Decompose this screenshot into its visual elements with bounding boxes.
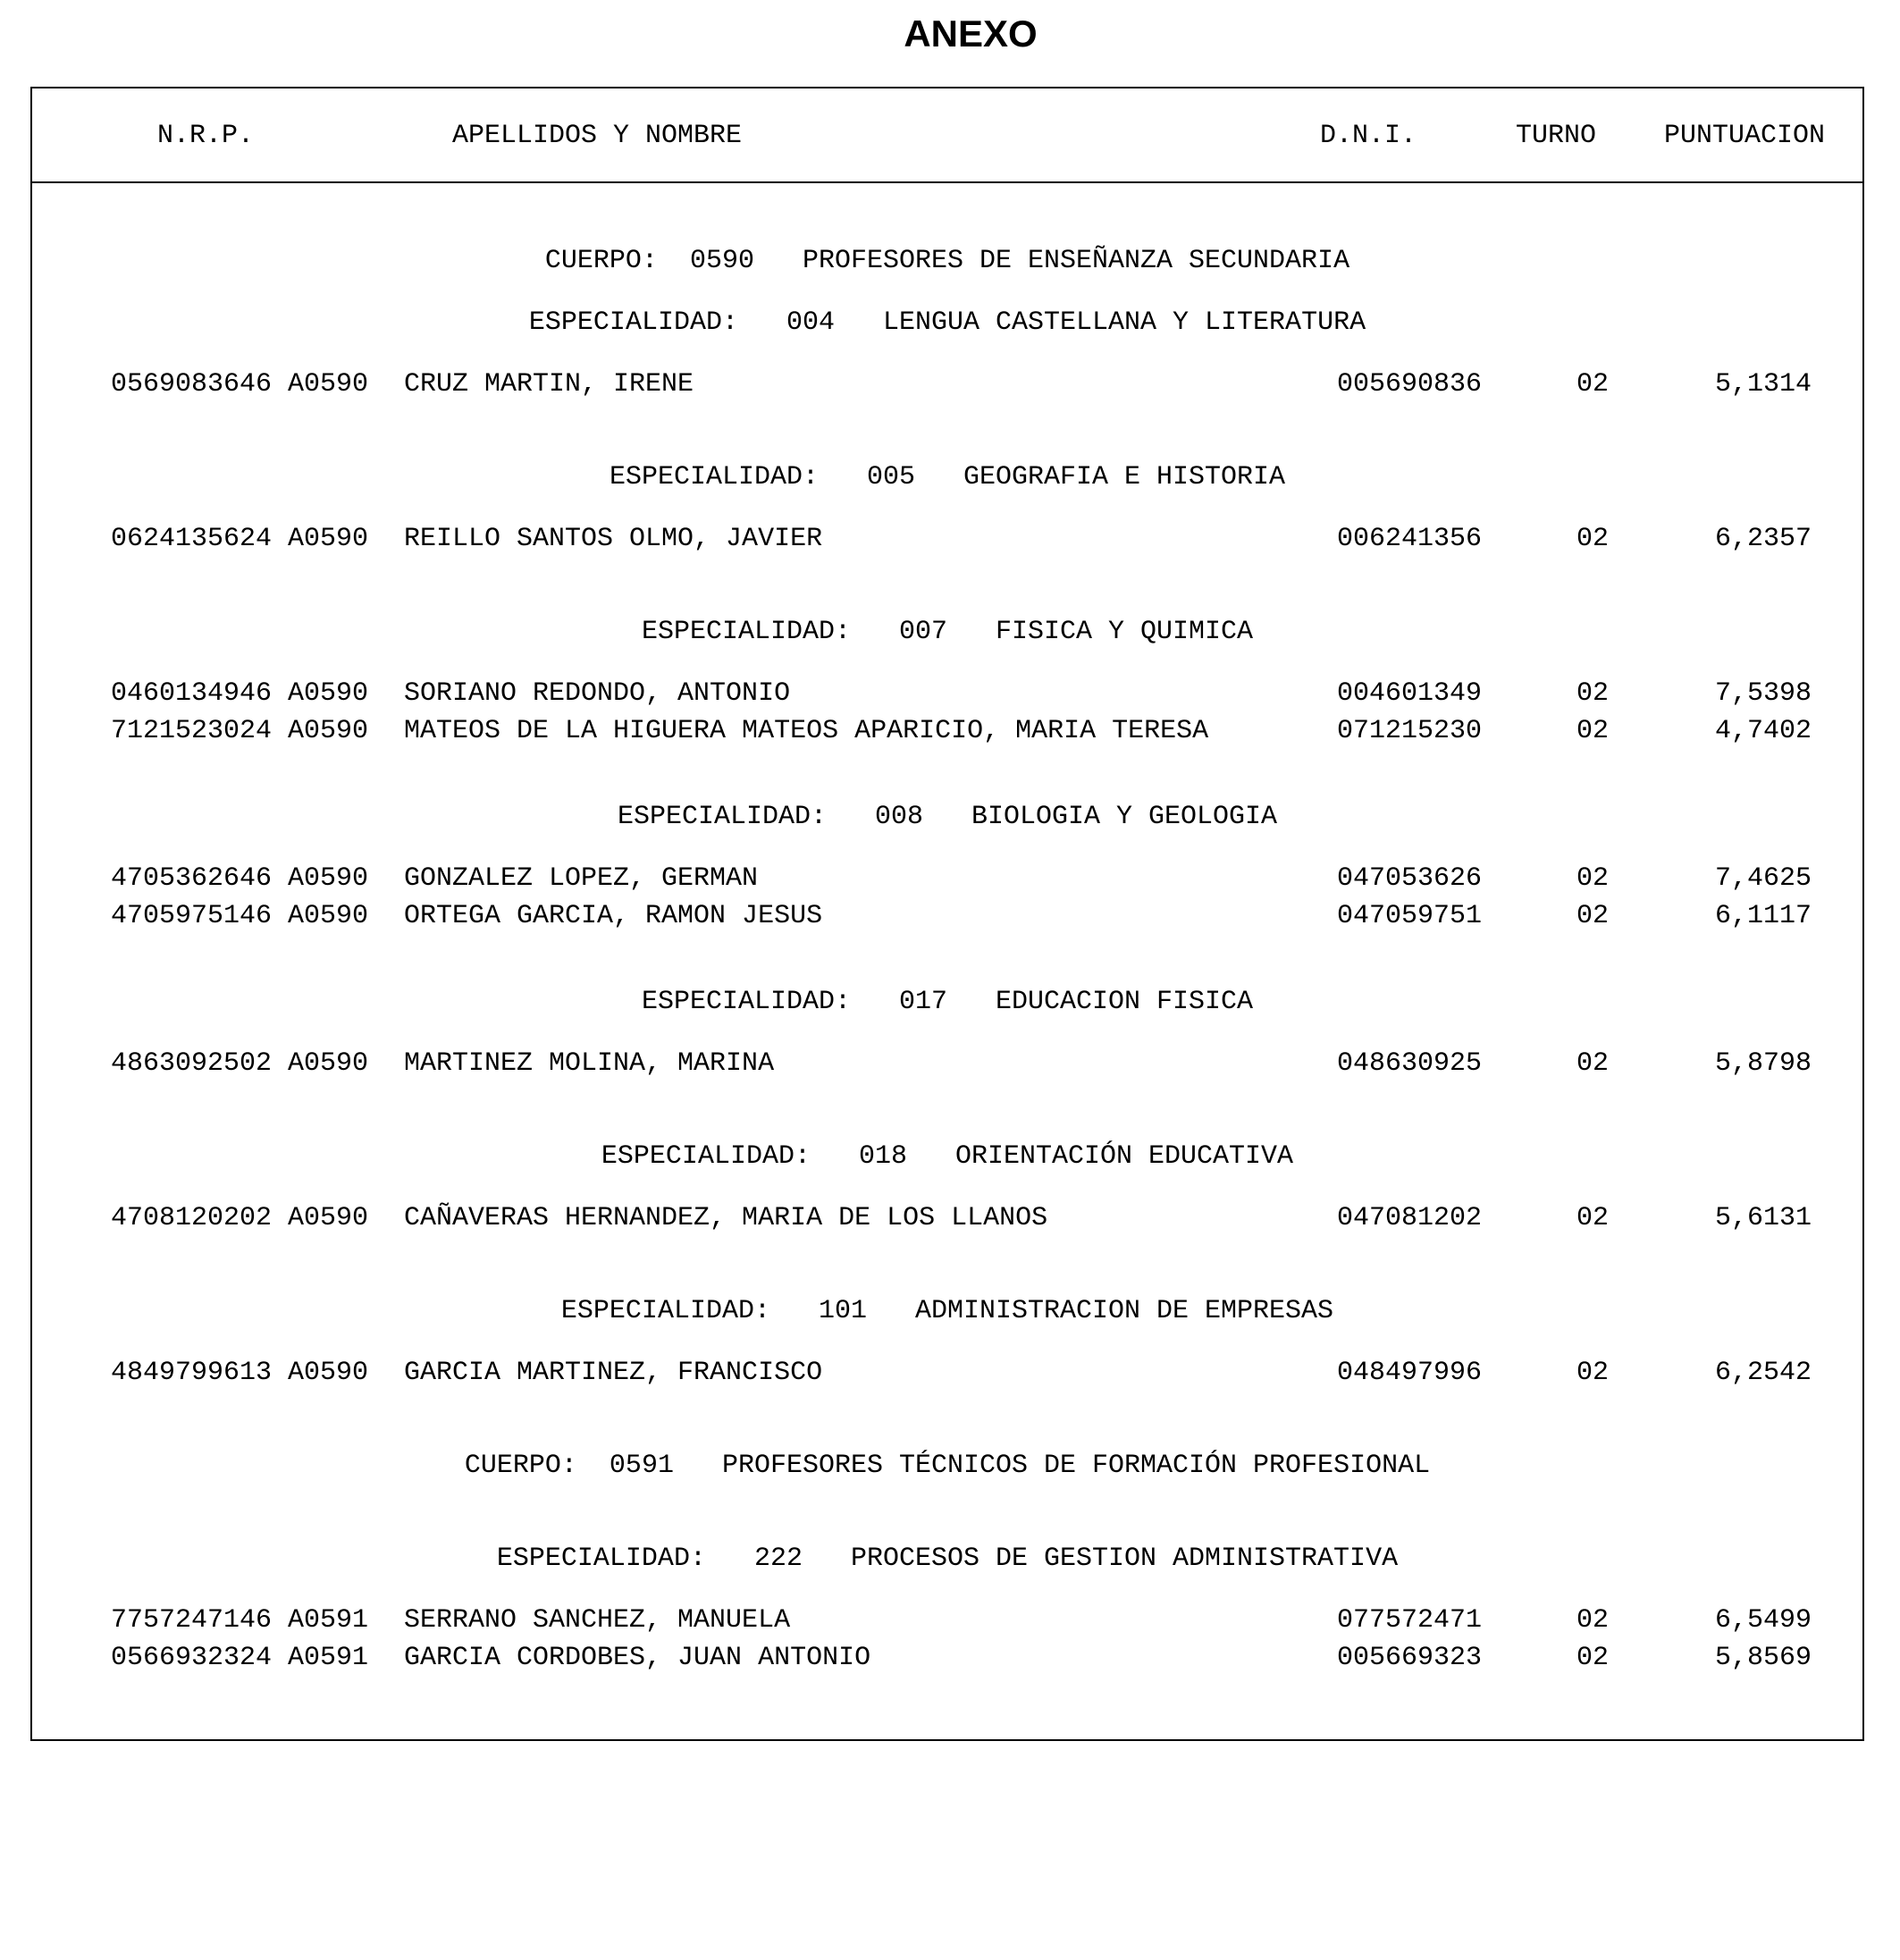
column-header-nrp: N.R.P. [157, 121, 255, 151]
table-header [32, 88, 1862, 183]
cell-nrp: 4708120202 A0590 [111, 1203, 369, 1233]
cell-dni: 004601349 [1337, 678, 1483, 709]
cell-name: SORIANO REDONDO, ANTONIO [404, 678, 791, 709]
cell-name: ORTEGA GARCIA, RAMON JESUS [404, 901, 823, 931]
cell-turno: 02 [1576, 1643, 1610, 1673]
especialidad-label: ESPECIALIDAD: 222 PROCESOS DE GESTION ADMINISTRATIVA [496, 1544, 1399, 1574]
column-header-turno: TURNO [1516, 121, 1597, 151]
cell-turno: 02 [1576, 863, 1610, 894]
especialidad-heading [32, 801, 1862, 833]
cell-dni: 077572471 [1337, 1605, 1483, 1636]
especialidad-heading [32, 307, 1862, 339]
cell-dni: 005690836 [1337, 369, 1483, 400]
cell-nrp: 4863092502 A0590 [111, 1048, 369, 1079]
cell-name: MATEOS DE LA HIGUERA MATEOS APARICIO, MARIA TERESA [404, 716, 1209, 746]
especialidad-label: ESPECIALIDAD: 004 LENGUA CASTELLANA Y LITERATURA [528, 307, 1366, 338]
cell-dni: 047059751 [1337, 901, 1483, 931]
cell-dni: 048630925 [1337, 1048, 1483, 1079]
cell-turno: 02 [1576, 369, 1610, 400]
annex-table [30, 87, 1864, 1741]
especialidad-heading [32, 461, 1862, 493]
table-row [32, 900, 1862, 932]
cell-name: CAÑAVERAS HERNANDEZ, MARIA DE LOS LLANOS [404, 1203, 1048, 1233]
cell-dni: 047053626 [1337, 863, 1483, 894]
cuerpo-label: CUERPO: 0591 PROFESORES TÉCNICOS DE FORMACIÓN PROFESIONAL [464, 1451, 1431, 1481]
table-row [32, 677, 1862, 710]
cell-nrp: 0624135624 A0590 [111, 524, 369, 554]
cell-dni: 047081202 [1337, 1203, 1483, 1233]
column-header-puntuacion: PUNTUACION [1664, 121, 1826, 151]
cell-nrp: 4705362646 A0590 [111, 863, 369, 894]
cell-nrp: 0569083646 A0590 [111, 369, 369, 400]
cell-puntuacion: 6,1117 [1714, 901, 1812, 931]
especialidad-heading [32, 1543, 1862, 1575]
cell-puntuacion: 6,2357 [1714, 524, 1812, 554]
cell-turno: 02 [1576, 1203, 1610, 1233]
especialidad-heading [32, 1295, 1862, 1327]
cell-dni: 006241356 [1337, 524, 1483, 554]
cell-turno: 02 [1576, 524, 1610, 554]
especialidad-heading [32, 1140, 1862, 1173]
cell-puntuacion: 7,5398 [1714, 678, 1812, 709]
especialidad-label: ESPECIALIDAD: 008 BIOLOGIA Y GEOLOGIA [617, 802, 1278, 832]
cell-name: GARCIA CORDOBES, JUAN ANTONIO [404, 1643, 871, 1673]
cell-turno: 02 [1576, 678, 1610, 709]
cell-name: GONZALEZ LOPEZ, GERMAN [404, 863, 759, 894]
cell-name: MARTINEZ MOLINA, MARINA [404, 1048, 775, 1079]
column-header-name: APELLIDOS Y NOMBRE [452, 121, 743, 151]
especialidad-label: ESPECIALIDAD: 007 FISICA Y QUIMICA [641, 617, 1254, 647]
cuerpo-heading [32, 245, 1862, 277]
cell-puntuacion: 6,2542 [1714, 1358, 1812, 1388]
especialidad-label: ESPECIALIDAD: 101 ADMINISTRACION DE EMPRESAS [560, 1296, 1334, 1326]
cell-turno: 02 [1576, 1358, 1610, 1388]
table-row [32, 1357, 1862, 1389]
cuerpo-label: CUERPO: 0590 PROFESORES DE ENSEÑANZA SECUNDARIA [544, 246, 1350, 276]
cell-name: GARCIA MARTINEZ, FRANCISCO [404, 1358, 823, 1388]
cell-nrp: 7757247146 A0591 [111, 1605, 369, 1636]
cell-puntuacion: 5,8798 [1714, 1048, 1812, 1079]
table-row [32, 368, 1862, 400]
cell-name: REILLO SANTOS OLMO, JAVIER [404, 524, 823, 554]
cell-nrp: 4705975146 A0590 [111, 901, 369, 931]
table-row [32, 1604, 1862, 1636]
especialidad-label: ESPECIALIDAD: 005 GEOGRAFIA E HISTORIA [609, 462, 1286, 492]
page-title: ANEXO [904, 13, 1038, 55]
cell-dni: 048497996 [1337, 1358, 1483, 1388]
cell-turno: 02 [1576, 901, 1610, 931]
table-row [32, 862, 1862, 895]
cell-nrp: 4849799613 A0590 [111, 1358, 369, 1388]
especialidad-heading [32, 616, 1862, 648]
cell-puntuacion: 4,7402 [1714, 716, 1812, 746]
cell-name: SERRANO SANCHEZ, MANUELA [404, 1605, 791, 1636]
cell-nrp: 0566932324 A0591 [111, 1643, 369, 1673]
cell-name: CRUZ MARTIN, IRENE [404, 369, 694, 400]
table-row [32, 1202, 1862, 1234]
table-row [32, 1047, 1862, 1080]
cell-dni: 005669323 [1337, 1643, 1483, 1673]
cell-puntuacion: 7,4625 [1714, 863, 1812, 894]
cell-turno: 02 [1576, 716, 1610, 746]
especialidad-heading [32, 986, 1862, 1018]
cell-nrp: 0460134946 A0590 [111, 678, 369, 709]
cell-puntuacion: 5,6131 [1714, 1203, 1812, 1233]
table-row [32, 1642, 1862, 1674]
cell-nrp: 7121523024 A0590 [111, 716, 369, 746]
cell-puntuacion: 6,5499 [1714, 1605, 1812, 1636]
cuerpo-heading [32, 1450, 1862, 1482]
especialidad-label: ESPECIALIDAD: 017 EDUCACION FISICA [641, 987, 1254, 1017]
cell-turno: 02 [1576, 1048, 1610, 1079]
column-header-dni: D.N.I. [1320, 121, 1417, 151]
cell-dni: 071215230 [1337, 716, 1483, 746]
cell-turno: 02 [1576, 1605, 1610, 1636]
table-row [32, 523, 1862, 555]
table-row [32, 715, 1862, 747]
cell-puntuacion: 5,1314 [1714, 369, 1812, 400]
cell-puntuacion: 5,8569 [1714, 1643, 1812, 1673]
especialidad-label: ESPECIALIDAD: 018 ORIENTACIÓN EDUCATIVA [601, 1141, 1294, 1172]
